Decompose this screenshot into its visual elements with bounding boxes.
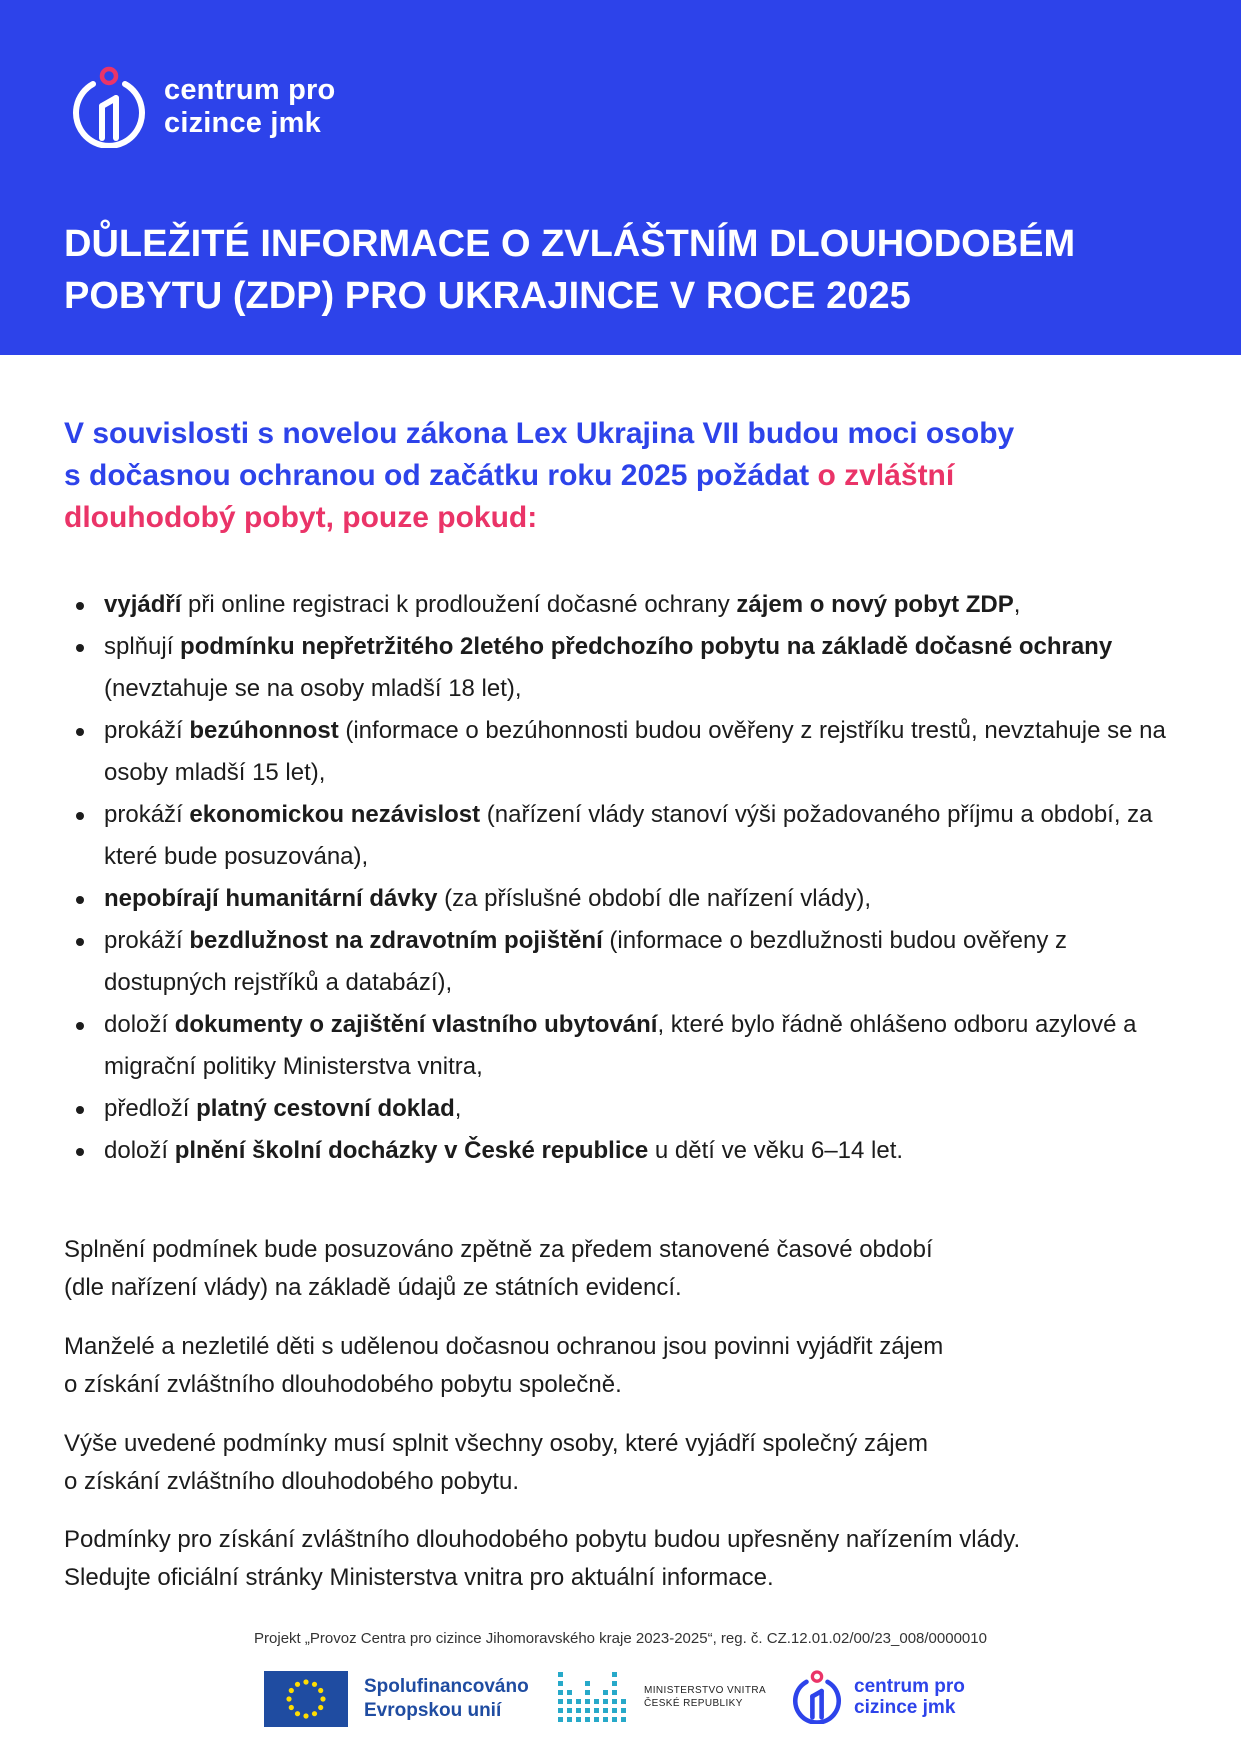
paragraph-line: o získání zvláštního dlouhodobého pobytu. <box>64 1468 519 1495</box>
paragraph-line: (dle nařízení vlády) na základě údajů ze státních evidencí. <box>64 1274 682 1301</box>
paragraph-line: Podmínky pro získání zvláštního dlouhodobého pobytu budou upřesněny nařízením vlády. <box>64 1526 1021 1553</box>
list-item <box>64 920 1174 1004</box>
conditions-list <box>64 584 1174 1172</box>
list-item <box>64 878 1174 920</box>
ministry-grid-logo-icon <box>556 1668 630 1726</box>
item-text: splňují <box>104 633 181 660</box>
lead-line-2 <box>64 455 1164 497</box>
lead-line-2-blue: s dočasnou ochranou od začátku roku 2025 požádat <box>64 459 818 492</box>
list-item <box>64 626 1174 710</box>
item-text: doloží <box>104 1137 175 1164</box>
bold-text: nepobírají humanitární dávky <box>104 885 438 912</box>
footer-centrum-line-2: cizince jmk <box>854 1697 956 1718</box>
paragraph-evaluation <box>64 1231 1184 1307</box>
paragraph-line: Manželé a nezletilé děti s udělenou dočasnou ochranou jsou povinni vyjádřit zájem <box>64 1333 944 1360</box>
bold-text: plnění školní docházky v České republice <box>174 1137 649 1164</box>
eu-label-line-2: Evropskou unií <box>364 1700 502 1721</box>
project-note: Projekt „Provoz Centra pro cizince Jihomoravského kraje 2023-2025“, reg. č. CZ.12.01.02/00/23_008/0000010 <box>254 1630 987 1647</box>
paragraph-family <box>64 1328 1184 1404</box>
item-text: (nařízení vlády stanoví výši požadovaného příjmu a období, za které bude posuzována), <box>104 801 1153 870</box>
list-item <box>64 710 1174 794</box>
title-line-2: POBYTU (ZDP) PRO UKRAJINCE V ROCE 2025 <box>64 275 911 317</box>
paragraph-line: o získání zvláštního dlouhodobého pobytu společně. <box>64 1371 622 1398</box>
lead-line-2-pink: o zvláštní <box>817 459 955 492</box>
bold-text: bezdlužnost na zdravotním pojištění <box>189 927 603 954</box>
lead-paragraph <box>64 413 1164 539</box>
item-text: (informace o bezdlužnosti budou ověřeny z dostupných rejstříků a databází), <box>104 927 1067 996</box>
item-text: , které bylo řádně ohlášeno odboru azylové a migrační politiky Ministerstva vnitra, <box>104 1011 1137 1080</box>
page-title <box>64 218 1174 322</box>
ministry-logo <box>556 1668 766 1726</box>
item-text: prokáží <box>104 927 190 954</box>
item-text: , <box>454 1095 462 1122</box>
eu-cofinanced-logo <box>264 1671 529 1727</box>
list-item <box>64 1088 1174 1130</box>
footer-centrum-line-1: centrum pro <box>854 1676 965 1697</box>
item-text: (informace o bezúhonnosti budou ověřeny z rejstříku trestů, nevztahuje se na osoby mladší 15 let), <box>104 717 1166 786</box>
bold-text: vyjádří <box>104 591 182 618</box>
lead-line-3: dlouhodobý pobyt, pouze pokud: <box>64 501 538 534</box>
eu-label <box>364 1675 529 1723</box>
centrum-pro-cizince-logo-icon <box>68 66 150 148</box>
logo-line-2: cizince jmk <box>164 107 321 139</box>
header-banner <box>0 0 1241 355</box>
item-text: prokáží <box>104 801 190 828</box>
bold-text: podmínku nepřetržitého 2letého předchozího pobytu na základě dočasné ochrany <box>180 633 1113 660</box>
footer-logos <box>264 1668 1004 1728</box>
ministry-label-line-2: ČESKÉ REPUBLIKY <box>644 1698 743 1709</box>
paragraph-government-regulation <box>64 1521 1184 1597</box>
list-item <box>64 1130 1174 1172</box>
eu-label-line-1: Spolufinancováno <box>364 1676 529 1697</box>
ministry-label <box>644 1684 766 1710</box>
item-text: doloží <box>104 1011 175 1038</box>
bold-text: dokumenty o zajištění vlastního ubytování <box>174 1011 658 1038</box>
list-item <box>64 1004 1174 1088</box>
lead-line-1: V souvislosti s novelou zákona Lex Ukrajina VII budou moci osoby <box>64 417 1015 450</box>
item-text: předloží <box>104 1095 197 1122</box>
item-text: při online registraci k prodloužení dočasné ochrany <box>181 591 737 618</box>
paragraph-line: Výše uvedené podmínky musí splnit všechny osoby, které vyjádří společný zájem <box>64 1430 928 1457</box>
item-text: prokáží <box>104 717 190 744</box>
bold-text: zájem o nový pobyt ZDP <box>736 591 1014 618</box>
paragraph-line: Sledujte oficiální stránky Ministerstva vnitra pro aktuální informace. <box>64 1564 774 1591</box>
eu-flag-icon <box>264 1671 348 1727</box>
bold-text: platný cestovní doklad <box>196 1095 455 1122</box>
bold-text: ekonomickou nezávislost <box>189 801 481 828</box>
paragraph-all-persons <box>64 1425 1184 1501</box>
list-item <box>64 584 1174 626</box>
footer-centrum-wordmark <box>854 1676 965 1718</box>
item-text: , <box>1013 591 1021 618</box>
item-text: (nevztahuje se na osoby mladší 18 let), <box>104 675 522 702</box>
logo-wordmark <box>164 74 335 140</box>
paragraph-line: Splnění podmínek bude posuzováno zpětně za předem stanovené časové období <box>64 1236 933 1263</box>
list-item <box>64 794 1174 878</box>
footer-centrum-logo <box>790 1670 965 1724</box>
item-text: (za příslušné období dle nařízení vlády), <box>437 885 871 912</box>
item-text: u dětí ve věku 6–14 let. <box>648 1137 904 1164</box>
title-line-1: DŮLEŽITÉ INFORMACE O ZVLÁŠTNÍM DLOUHODOBÉM <box>64 223 1076 265</box>
logo-line-1: centrum pro <box>164 74 336 106</box>
ministry-label-line-1: MINISTERSTVO VNITRA <box>644 1685 767 1696</box>
centrum-pro-cizince-logo-icon <box>790 1670 844 1724</box>
bold-text: bezúhonnost <box>189 717 339 744</box>
header-logo[interactable] <box>68 66 335 148</box>
